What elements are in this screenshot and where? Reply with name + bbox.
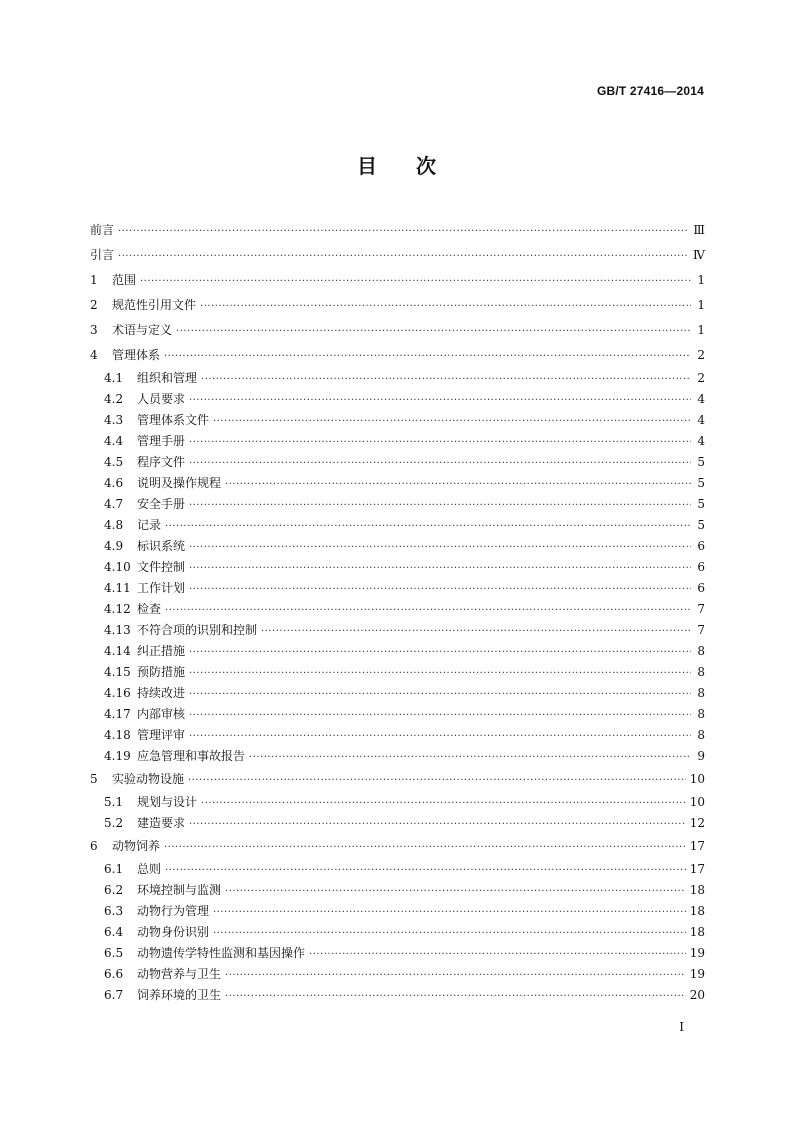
toc-dot-leader [225,474,691,495]
toc-entry[interactable] [90,746,705,767]
toc-entry-title [90,880,225,901]
toc-entry[interactable] [90,859,705,880]
toc-entry-title [90,218,118,243]
toc-entry-number: 4.15 [104,665,131,679]
toc-entry-title [90,515,165,536]
toc-dot-leader [225,986,686,1007]
toc-dot-leader [189,453,691,474]
toc-dot-leader [189,663,691,684]
toc-entry[interactable] [90,683,705,704]
toc-entry-title [90,725,189,746]
toc-entry-page: 6 [697,539,705,553]
toc-entry[interactable] [90,515,705,536]
toc-entry-page: Ⅳ [693,248,705,262]
toc-entry[interactable] [90,704,705,725]
toc-entry-label: 组织和管理 [137,371,198,385]
toc-entry-number: 4.16 [104,686,131,700]
toc-entry-title [90,985,225,1006]
toc-dot-leader [225,965,686,986]
toc-entry-label: 安全手册 [137,497,186,511]
toc-entry-page: 17 [689,862,705,876]
toc-entry[interactable] [90,641,705,662]
toc-entry-page: 1 [697,298,705,312]
toc-dot-leader [118,244,689,269]
toc-entry-page: 18 [689,925,705,939]
toc-dot-leader [118,219,689,244]
toc-entry[interactable] [90,767,705,792]
toc-entry[interactable] [90,343,705,368]
toc-entry-label: 动物遗传学特性监测和基因操作 [137,946,306,960]
toc-entry-label: 建造要求 [137,816,186,830]
toc-entry-title [90,431,189,452]
toc-entry-number: 6.7 [104,988,124,1002]
toc-entry-page: 4 [697,413,705,427]
page-title [0,150,794,179]
toc-entry-label: 程序文件 [137,455,186,469]
toc-entry-label: 范围 [112,273,137,287]
toc-entry[interactable] [90,922,705,943]
toc-entry-page: 8 [697,728,705,742]
toc-dot-leader [189,537,691,558]
toc-dot-leader [201,793,686,814]
toc-entry-label: 人员要求 [137,392,186,406]
toc-entry-label: 标识系统 [137,539,186,553]
toc-entry-number: 6.4 [104,925,124,939]
toc-entry[interactable] [90,368,705,389]
toc-entry-page: 9 [697,749,705,763]
toc-entry-number: 4.10 [104,560,131,574]
toc-entry[interactable] [90,880,705,901]
toc-entry[interactable] [90,431,705,452]
toc-dot-leader [189,390,691,411]
toc-entry-label: 规划与设计 [137,795,198,809]
toc-entry-number: 5.1 [104,795,124,809]
toc-entry-label: 应急管理和事故报告 [137,749,246,763]
toc-entry-label: 管理评审 [137,728,186,742]
toc-entry[interactable] [90,943,705,964]
toc-entry-title [90,557,189,578]
toc-entry-number: 4.2 [104,392,124,406]
toc-entry-label: 动物身份识别 [137,925,210,939]
toc-entry-title [90,343,164,368]
toc-entry-label: 管理体系 [112,348,161,362]
toc-entry[interactable] [90,293,705,318]
toc-entry-title [90,834,164,859]
toc-entry-title [90,792,201,813]
toc-entry-page: 2 [697,371,705,385]
toc-entry[interactable] [90,578,705,599]
toc-entry-number: 4.4 [104,434,124,448]
toc-entry-page: 7 [697,602,705,616]
toc-entry-number: 4 [90,348,98,362]
toc-dot-leader [165,516,691,537]
toc-entry-page: 19 [689,946,705,960]
toc-dot-leader [189,642,691,663]
toc-entry-label: 环境控制与监测 [137,883,222,897]
toc-entry[interactable] [90,218,705,243]
toc-entry[interactable] [90,662,705,683]
toc-entry-label: 前言 [90,223,115,237]
toc-dot-leader [213,411,691,432]
toc-dot-leader [189,495,691,516]
toc-entry[interactable] [90,243,705,268]
toc-entry-label: 检查 [137,602,162,616]
toc-entry[interactable] [90,557,705,578]
toc-entry-number: 4.11 [104,581,131,595]
toc-dot-leader [189,432,691,453]
toc-entry-label: 持续改进 [137,686,186,700]
toc-entry-label: 不符合项的识别和控制 [137,623,258,637]
toc-entry-number: 4.6 [104,476,124,490]
toc-entry-page: 18 [689,904,705,918]
toc-entry-page: 8 [697,644,705,658]
toc-entry-title [90,599,165,620]
toc-entry-number: 4.18 [104,728,131,742]
toc-entry-title [90,389,189,410]
toc-entry[interactable] [90,985,705,1006]
toc-entry-page: 8 [697,665,705,679]
toc-entry-label: 预防措施 [137,665,186,679]
toc-dot-leader [309,944,686,965]
toc-entry-label: 工作计划 [137,581,186,595]
toc-entry-page: 2 [697,348,705,362]
toc-entry-number: 4.8 [104,518,124,532]
toc-entry-number: 4.14 [104,644,131,658]
toc-entry-title [90,767,188,792]
toc-entry-label: 动物饲养 [112,839,161,853]
toc-entry-number: 4.3 [104,413,124,427]
toc-entry-number: 4.19 [104,749,131,763]
toc-entry-number: 3 [90,323,98,337]
toc-entry-label: 引言 [90,248,115,262]
toc-entry-title [90,662,189,683]
toc-entry-title [90,901,213,922]
toc-entry-number: 6.3 [104,904,124,918]
toc-dot-leader [189,814,686,835]
toc-dot-leader [213,923,686,944]
toc-dot-leader [188,768,686,793]
toc-entry-page: 5 [697,476,705,490]
toc-entry-number: 4.13 [104,623,131,637]
toc-entry[interactable] [90,452,705,473]
toc-entry[interactable] [90,725,705,746]
toc-entry-page: 12 [689,816,705,830]
toc-entry-page: 20 [689,988,705,1002]
toc-entry[interactable] [90,964,705,985]
toc-entry-page: 19 [689,967,705,981]
toc-entry-title [90,746,249,767]
toc-entry-number: 6.6 [104,967,124,981]
toc-entry-label: 术语与定义 [112,323,173,337]
toc-entry-page: 8 [697,707,705,721]
toc-entry-page: 8 [697,686,705,700]
title-right-char: 次 [416,154,437,178]
toc-entry-number: 1 [90,273,98,287]
toc-entry-number: 4.1 [104,371,124,385]
toc-entry-page: 5 [697,455,705,469]
toc-dot-leader [189,726,691,747]
toc-dot-leader [189,558,691,579]
toc-entry-number: 6 [90,839,98,853]
table-of-contents [90,218,705,1006]
toc-entry-title [90,494,189,515]
toc-entry-title [90,536,189,557]
toc-entry-page: 7 [697,623,705,637]
toc-entry-title [90,318,176,343]
toc-dot-leader [165,860,686,881]
toc-entry-label: 说明及操作规程 [137,476,222,490]
toc-entry-label: 记录 [137,518,162,532]
toc-entry-title [90,268,140,293]
toc-entry-number: 5.2 [104,816,124,830]
toc-entry-page: 1 [697,323,705,337]
toc-entry-title [90,410,213,431]
toc-entry-title [90,704,189,725]
toc-entry-title [90,293,200,318]
toc-entry-label: 总则 [137,862,162,876]
toc-entry[interactable] [90,494,705,515]
toc-dot-leader [225,881,686,902]
toc-entry-title [90,578,189,599]
toc-entry-label: 管理手册 [137,434,186,448]
toc-entry-label: 内部审核 [137,707,186,721]
toc-dot-leader [249,747,691,768]
toc-entry-page: 10 [689,772,705,786]
toc-entry-label: 纠正措施 [137,644,186,658]
toc-entry-page: 4 [697,434,705,448]
toc-dot-leader [165,600,691,621]
toc-entry-label: 动物行为管理 [137,904,210,918]
toc-entry-title [90,243,118,268]
toc-entry-label: 饲养环境的卫生 [137,988,222,1002]
toc-dot-leader [176,319,691,344]
page-number: I [679,1020,684,1034]
toc-dot-leader [140,269,691,294]
toc-dot-leader [213,902,686,923]
toc-entry-title [90,641,189,662]
toc-entry-page: 6 [697,581,705,595]
toc-entry-number: 2 [90,298,98,312]
toc-entry[interactable] [90,599,705,620]
toc-entry-number: 4.17 [104,707,131,721]
toc-entry[interactable] [90,536,705,557]
toc-entry-title [90,859,165,880]
toc-entry-label: 动物营养与卫生 [137,967,222,981]
toc-entry-title [90,620,261,641]
toc-entry-number: 4.12 [104,602,131,616]
toc-entry-title [90,943,309,964]
toc-entry-title [90,922,213,943]
standard-code: GB/T 27416—2014 [596,84,704,98]
toc-dot-leader [189,579,691,600]
toc-entry[interactable] [90,901,705,922]
toc-dot-leader [201,369,691,390]
toc-entry-number: 4.7 [104,497,124,511]
toc-dot-leader [200,294,691,319]
toc-entry[interactable] [90,620,705,641]
toc-entry-page: 6 [697,560,705,574]
toc-entry-page: 10 [689,795,705,809]
toc-entry-title [90,964,225,985]
toc-entry-page: 5 [697,497,705,511]
toc-entry-number: 6.2 [104,883,124,897]
toc-entry-number: 4.5 [104,455,124,469]
toc-entry[interactable] [90,410,705,431]
toc-entry-number: 5 [90,772,98,786]
toc-entry-title [90,368,201,389]
toc-entry[interactable] [90,473,705,494]
toc-entry-number: 4.9 [104,539,124,553]
toc-dot-leader [189,705,691,726]
toc-entry-page: 18 [689,883,705,897]
toc-dot-leader [261,621,691,642]
toc-entry-page: 5 [697,518,705,532]
toc-entry[interactable] [90,268,705,293]
toc-entry[interactable] [90,318,705,343]
toc-entry-title [90,813,189,834]
toc-entry-number: 6.5 [104,946,124,960]
toc-entry-page: Ⅲ [693,223,705,237]
toc-entry-page: 1 [697,273,705,287]
toc-entry-title [90,683,189,704]
toc-entry-label: 实验动物设施 [112,772,185,786]
toc-entry-title [90,473,225,494]
toc-entry-label: 规范性引用文件 [112,298,197,312]
toc-entry-title [90,452,189,473]
toc-dot-leader [164,835,686,860]
toc-entry-number: 6.1 [104,862,124,876]
toc-entry-page: 4 [697,392,705,406]
toc-entry[interactable] [90,389,705,410]
toc-entry[interactable] [90,813,705,834]
toc-entry[interactable] [90,834,705,859]
toc-entry-label: 文件控制 [137,560,186,574]
title-left-char: 目 [357,154,378,178]
toc-dot-leader [164,344,691,369]
toc-dot-leader [189,684,691,705]
toc-entry-label: 管理体系文件 [137,413,210,427]
toc-entry-page: 17 [689,839,705,853]
toc-entry[interactable] [90,792,705,813]
